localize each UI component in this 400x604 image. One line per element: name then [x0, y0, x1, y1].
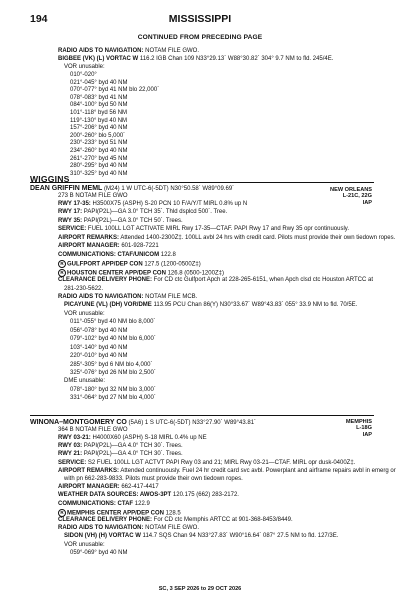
airport-info: 1 S UTC-6(-5DT) N33°27.90´ W89°43.81´: [144, 420, 257, 426]
city-heading-wiggins: WIGGINS: [30, 174, 70, 184]
detail-text: For CD ctc Memphis ARTCC at 901-368-8453/8449.: [152, 517, 293, 523]
detail-text: 331°-064° byd 27 NM blo 4,000´: [70, 395, 156, 402]
detail-line: [58, 468, 396, 475]
detail-text: 325°-076° byd 26 NM blo 2,500´: [70, 370, 156, 376]
airport-info: 1 W UTC-6(-5DT) N30°50.58´ W89°09.69´: [121, 186, 235, 192]
detail-label: RWY 35:: [58, 217, 83, 224]
prev-radio-aids-label: RADIO AIDS TO NAVIGATION:: [58, 48, 144, 54]
detail-text: 220°-010° byd 40 NM: [70, 353, 128, 360]
detail-text: 127.5 (1200-0500Z‡): [142, 261, 201, 268]
detail-label: RWY 03-21:: [58, 435, 91, 441]
detail-label: CLEARANCE DELIVERY PHONE:: [58, 517, 153, 523]
detail-label: GULFPORT APP/DEP CON: [67, 261, 143, 268]
vor-restriction-line: 010°-020°: [70, 72, 97, 78]
detail-text: 079°-102° byd 40 NM blo 6,000´: [70, 336, 156, 343]
detail-line: [70, 336, 156, 343]
detail-line: [64, 302, 357, 309]
airport-header-winona: [30, 419, 256, 427]
detail-line: [58, 260, 201, 269]
detail-text: 122.8: [159, 251, 176, 258]
detail-text: PAPI(P2L)—GA 3.0° TCH 35´. Thld dsplcd 500´. Tree.: [82, 209, 228, 216]
chart-panels: L-18G: [356, 425, 372, 432]
detail-line: [58, 525, 199, 532]
detail-text: FUEL 100LL LGT ACTIVATE MIRL Rwy 17-35—CTAF. PAPI Rwy 17 and Rwy 35 opr continuously.: [86, 226, 350, 233]
prev-vor-unusable: VOR unusable:: [64, 64, 105, 70]
detail-line: [64, 476, 243, 483]
detail-text: 285°-305° byd 6 NM blo 4,000´: [70, 361, 153, 368]
detail-text: 122.9: [133, 500, 150, 507]
detail-line: [58, 218, 183, 225]
vor-restriction-line: 230°-233° byd 51 NM: [70, 140, 128, 147]
detail-line: [58, 451, 183, 458]
prev-radio-aids-note: NOTAM FILE GWO.: [145, 48, 200, 54]
detail-label: RWY 21:: [58, 451, 83, 458]
chart-name: MEMPHIS: [345, 419, 372, 425]
detail-label: COMMUNICATIONS: CTAF/UNICOM: [58, 251, 160, 258]
detail-line: [58, 501, 150, 508]
detail-label: RADIO AIDS TO NAVIGATION:: [58, 293, 144, 300]
detail-label: RWY 03:: [58, 443, 83, 450]
airport-header-dean-griffin: [30, 185, 234, 193]
detail-text: 601-928-7221: [119, 243, 159, 250]
detail-line: [58, 201, 247, 208]
detail-text: 113.95 PCU Chan 86(Y) N30°33.67´ W89°43.83´ 055° 33.9 NM to fld. 70/5E.: [151, 302, 358, 309]
detail-line: [58, 269, 224, 278]
detail-line: [70, 387, 156, 394]
vor-restriction-line: 234°-260° byd 40 NM: [70, 148, 128, 154]
detail-text: For CD ctc Gulfport Apch at 228-265-6151, when Apch clsd ctc Houston ARTCC at: [152, 277, 374, 284]
section-divider: [30, 415, 374, 416]
airport-elevation-notam: 364 B NOTAM FILE GWO: [58, 427, 128, 433]
prev-radio-aids-line: [58, 48, 199, 55]
detail-label: AIRPORT REMARKS:: [58, 467, 119, 474]
detail-text: 281-230-5622.: [64, 285, 104, 292]
detail-text: 120.175 (662) 283-2172.: [171, 492, 239, 499]
detail-text: VOR unusable:: [64, 310, 105, 317]
airport-ident: (5A6): [128, 420, 144, 426]
detail-text: NOTAM FILE MCB.: [143, 293, 198, 300]
detail-text: with pn 662-283-9833. Pilots must provide their own tiedown ropes.: [64, 476, 243, 482]
continued-notice: CONTINUED FROM PRECEDING PAGE: [137, 34, 263, 41]
detail-line: [58, 294, 197, 301]
detail-line: [70, 328, 128, 335]
detail-text: 103°-140° byd 40 NM: [70, 344, 128, 351]
chart-reference-new-orleans: [330, 187, 372, 206]
prev-vortac-details: 116.2 IGB Chan 109 N33°29.13´ W88°30.82´ 304° 9.7 NM to fld. 245/4E.: [139, 56, 334, 62]
detail-line: [70, 353, 128, 360]
prev-vortac-name: BIGBEE (VK) (L) VORTAC W: [58, 56, 139, 62]
detail-text: PAPI(P2L)—GA 4.0° TCH 30´. Trees.: [82, 451, 183, 458]
chart-panels: L-21C, 22G: [342, 193, 372, 200]
detail-label: AIRPORT REMARKS:: [58, 234, 119, 241]
chart-name: NEW ORLEANS: [330, 187, 372, 193]
detail-text: S2 FUEL 100LL LGT ACTVT PAPI Rwy 03 and 21; MIRL Rwy 03-21—CTAF. MIRL opr dusk-0400Z‡.: [86, 459, 356, 466]
detail-label: SERVICE:: [58, 226, 87, 233]
detail-label: RADIO AIDS TO NAVIGATION:: [58, 525, 144, 532]
detail-line: [58, 235, 395, 242]
vor-restriction-line: 310°-325° byd 40 NM: [70, 170, 128, 177]
detail-label: CLEARANCE DELIVERY PHONE:: [58, 277, 153, 284]
detail-line: [58, 460, 355, 467]
vor-restriction-line: 070°-077° byd 41 NM blo 22,000´: [70, 87, 160, 94]
detail-line: [70, 362, 153, 369]
vor-restriction-line: 119°-130° byd 40 NM: [70, 117, 128, 124]
detail-label: COMMUNICATIONS: CTAF: [58, 500, 134, 507]
vor-restriction-line: 078°-083° byd 41 NM: [70, 94, 128, 101]
state-title: MISSISSIPPI: [168, 13, 232, 25]
detail-line: [58, 443, 183, 450]
detail-line: [58, 517, 293, 524]
page-number: 194: [30, 13, 48, 25]
detail-text: PAPI(P2L)—GA 4.0° TCH 30´. Trees.: [82, 443, 183, 450]
detail-text: NOTAM FILE GWO.: [143, 525, 200, 532]
airport-elevation-notam: 273 B NOTAM FILE GWO: [58, 193, 128, 199]
detail-line: [70, 550, 128, 557]
detail-text: 662-417-4417: [119, 484, 159, 491]
detail-text: 114.7 SQS Chan 94 N33°27.83´ W90°16.64´ 087° 27.5 NM to fld. 127/3E.: [140, 533, 339, 540]
chart-iap: IAP: [362, 199, 372, 206]
airport-name: DEAN GRIFFIN MEML: [30, 185, 103, 192]
vor-restriction-line: 084°-100° byd 50 NM: [70, 102, 128, 109]
detail-label: AIRPORT MANAGER:: [58, 484, 120, 491]
vor-restriction-line: 021°-045° byd 40 NM: [70, 79, 128, 86]
detail-line: [58, 277, 373, 284]
vor-restriction-line: 280°-295° byd 40 NM: [70, 163, 128, 170]
radar-symbol: R: [58, 260, 66, 268]
vor-restriction-line: 101°-118° byd 56 NM: [70, 110, 128, 116]
detail-label: PICAYUNE (VL) (DH) VOR/DME: [64, 302, 152, 309]
detail-line: [64, 286, 103, 293]
vor-restriction-line: 261°-270° byd 45 NM: [70, 155, 128, 162]
detail-text: 128.5: [164, 510, 181, 517]
detail-line: [70, 319, 155, 326]
detail-label: HOUSTON CENTER APP/DEP CON: [67, 270, 166, 277]
detail-text: Attended continuously. Fuel 24 hr credit card svc avbl. Powerplant and airframe repairs avbl in emerg or: [119, 467, 396, 474]
detail-line: [64, 378, 105, 385]
detail-label: WEATHER DATA SOURCES: AWOS-3PT: [58, 492, 172, 499]
detail-label: MEMPHIS CENTER APP/DEP CON: [67, 510, 165, 517]
airport-ident: (M24): [104, 186, 120, 192]
detail-line: [70, 370, 156, 377]
detail-text: H3500X75 (ASPH) S-20 PCN 10 F/A/Y/T MIRL 0.8% up N: [90, 201, 248, 207]
detail-text: 059°-069° byd 40 NM: [70, 549, 128, 556]
detail-line: [58, 226, 349, 233]
effective-dates-footer: SC, 3 SEP 2026 to 29 OCT 2026: [158, 586, 242, 592]
detail-text: PAPI(P2L)—GA 3.0° TCH 50´. Trees.: [82, 217, 183, 224]
detail-label: SERVICE:: [58, 459, 87, 466]
detail-text: 011°-055° byd 40 NM blo 8,000´: [70, 319, 156, 326]
detail-text: VOR unusable:: [64, 541, 105, 548]
chart-iap: IAP: [362, 431, 372, 438]
detail-text: 056°-078° byd 40 NM: [70, 327, 128, 334]
detail-text: DME unusable:: [64, 378, 106, 385]
detail-line: [64, 533, 338, 540]
detail-text: 078°-180° byd 32 NM blo 3,000´: [70, 386, 156, 393]
detail-line: [64, 311, 105, 318]
detail-line: [70, 345, 128, 352]
detail-line: [58, 209, 227, 216]
vor-restriction-line: 157°-206° byd 40 NM: [70, 125, 128, 132]
section-divider: [30, 182, 374, 183]
detail-line: [58, 435, 207, 442]
detail-line: [64, 542, 105, 549]
detail-line: [58, 243, 159, 250]
detail-line: [58, 484, 159, 491]
radar-symbol: R: [58, 269, 66, 277]
detail-label: RWY 17-35:: [58, 201, 91, 207]
detail-text: Attended 1400-2300Z‡. 100LL avbl 24 hrs with credit card. Pilots must provide their own tiedown ropes.: [119, 234, 396, 241]
airport-name: WINONA–MONTGOMERY CO: [30, 419, 127, 426]
detail-line: [58, 492, 239, 499]
detail-label: RWY 17:: [58, 209, 83, 216]
chart-reference-memphis: [346, 419, 372, 438]
prev-vortac-line: [58, 56, 333, 63]
detail-text: H4000X60 (ASPH) S-18 MIRL 0.4% up NE: [90, 435, 207, 441]
detail-text: 126.8 (0500-1200Z‡): [165, 270, 224, 277]
detail-line: [58, 252, 176, 259]
detail-line: [70, 395, 156, 402]
detail-label: SIDON (VH) (H) VORTAC W: [64, 533, 141, 540]
vor-restriction-line: 200°-260° blo 5,000´: [70, 132, 126, 139]
radar-symbol: R: [58, 509, 66, 517]
detail-label: AIRPORT MANAGER:: [58, 243, 120, 250]
